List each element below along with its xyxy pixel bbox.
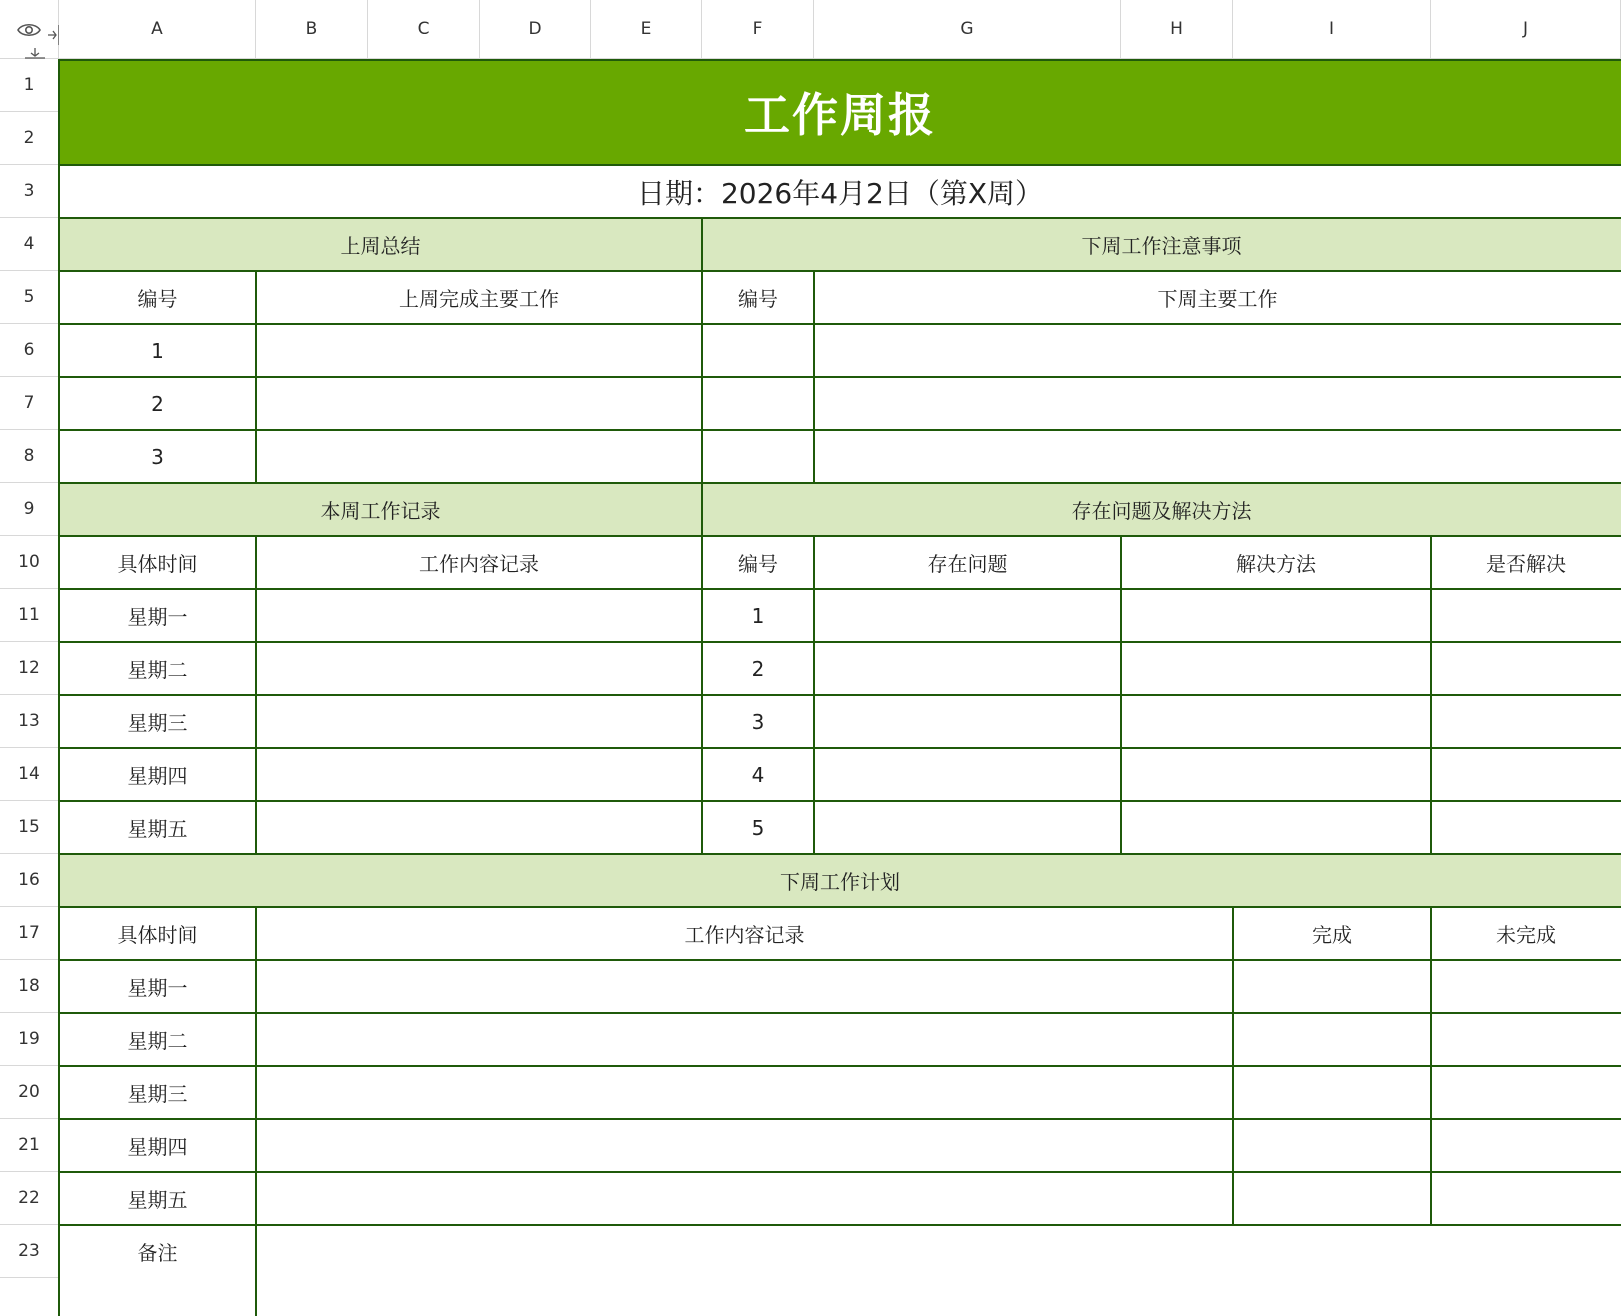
- row-header-20[interactable]: 20: [0, 1066, 59, 1119]
- this-week-content[interactable]: [256, 695, 702, 748]
- next-plan-undone[interactable]: [1431, 1066, 1621, 1119]
- row-header-5[interactable]: 5: [0, 271, 59, 324]
- this-week-content[interactable]: [256, 589, 702, 642]
- this-week-content[interactable]: [256, 748, 702, 801]
- this-week-content[interactable]: [256, 642, 702, 695]
- next-notes-item-work[interactable]: [814, 377, 1621, 430]
- sheet-date[interactable]: 日期：2026年4月2日（第X周）: [59, 165, 1621, 218]
- next-notes-item-no[interactable]: [702, 430, 814, 483]
- remarks-content[interactable]: [256, 1225, 1621, 1278]
- next-plan-time-label[interactable]: 具体时间: [59, 907, 256, 960]
- issue-problem[interactable]: [814, 589, 1121, 642]
- next-plan-day[interactable]: 星期五: [59, 1172, 256, 1225]
- row-header-12[interactable]: 12: [0, 642, 59, 695]
- last-week-item-no[interactable]: 2: [59, 377, 256, 430]
- issue-solution[interactable]: [1121, 748, 1431, 801]
- row-header-22[interactable]: 22: [0, 1172, 59, 1225]
- next-plan-done[interactable]: [1233, 960, 1431, 1013]
- row-header-15[interactable]: 15: [0, 801, 59, 854]
- issue-problem[interactable]: [814, 642, 1121, 695]
- column-header-d[interactable]: D: [480, 0, 591, 59]
- issue-resolved[interactable]: [1431, 801, 1621, 854]
- next-plan-content-label[interactable]: 工作内容记录: [256, 907, 1233, 960]
- issue-no[interactable]: 5: [702, 801, 814, 854]
- column-header-c[interactable]: C: [368, 0, 480, 59]
- section-last-week[interactable]: 上周总结: [59, 218, 702, 271]
- row-header-7[interactable]: 7: [0, 377, 59, 430]
- last-week-item-no[interactable]: 3: [59, 430, 256, 483]
- next-notes-item-work[interactable]: [814, 430, 1621, 483]
- row-header-23[interactable]: 23: [0, 1225, 59, 1278]
- remarks-label[interactable]: 备注: [59, 1225, 256, 1278]
- eye-icon[interactable]: [17, 22, 41, 38]
- next-plan-content[interactable]: [256, 1013, 1233, 1066]
- row-header-1[interactable]: 1: [0, 59, 59, 112]
- issue-resolved[interactable]: [1431, 748, 1621, 801]
- this-week-content-label[interactable]: 工作内容记录: [256, 536, 702, 589]
- row-header-16[interactable]: 16: [0, 854, 59, 907]
- row-header-9[interactable]: 9: [0, 483, 59, 536]
- issues-no-label[interactable]: 编号: [702, 536, 814, 589]
- issue-solution[interactable]: [1121, 801, 1431, 854]
- next-plan-content[interactable]: [256, 1119, 1233, 1172]
- issue-resolved[interactable]: [1431, 642, 1621, 695]
- this-week-day[interactable]: 星期五: [59, 801, 256, 854]
- next-notes-item-work[interactable]: [814, 324, 1621, 377]
- next-plan-done-label[interactable]: 完成: [1233, 907, 1431, 960]
- issue-solution[interactable]: [1121, 642, 1431, 695]
- next-plan-done[interactable]: [1233, 1066, 1431, 1119]
- next-plan-day[interactable]: 星期二: [59, 1013, 256, 1066]
- next-plan-undone[interactable]: [1431, 1172, 1621, 1225]
- issues-problem-label[interactable]: 存在问题: [814, 536, 1121, 589]
- row-header-6[interactable]: 6: [0, 324, 59, 377]
- section-this-week[interactable]: 本周工作记录: [59, 483, 702, 536]
- column-header-j[interactable]: J: [1431, 0, 1621, 59]
- next-plan-content[interactable]: [256, 960, 1233, 1013]
- issue-solution[interactable]: [1121, 589, 1431, 642]
- next-plan-content[interactable]: [256, 1172, 1233, 1225]
- row-header-13[interactable]: 13: [0, 695, 59, 748]
- row-header-21[interactable]: 21: [0, 1119, 59, 1172]
- row-header-8[interactable]: 8: [0, 430, 59, 483]
- next-notes-work-label[interactable]: 下周主要工作: [814, 271, 1621, 324]
- issues-resolved-label[interactable]: 是否解决: [1431, 536, 1621, 589]
- row-header-10[interactable]: 10: [0, 536, 59, 589]
- next-plan-day[interactable]: 星期四: [59, 1119, 256, 1172]
- row-header-3[interactable]: 3: [0, 165, 59, 218]
- next-plan-done[interactable]: [1233, 1172, 1431, 1225]
- next-plan-done[interactable]: [1233, 1119, 1431, 1172]
- column-header-f[interactable]: F: [702, 0, 814, 59]
- issue-problem[interactable]: [814, 801, 1121, 854]
- this-week-day[interactable]: 星期一: [59, 589, 256, 642]
- row-header-2[interactable]: 2: [0, 112, 59, 165]
- select-all-corner[interactable]: [0, 0, 59, 59]
- issue-no[interactable]: 3: [702, 695, 814, 748]
- last-week-item-work[interactable]: [256, 430, 702, 483]
- last-week-work-label[interactable]: 上周完成主要工作: [256, 271, 702, 324]
- this-week-content[interactable]: [256, 801, 702, 854]
- row-header-17[interactable]: 17: [0, 907, 59, 960]
- section-issues[interactable]: 存在问题及解决方法: [702, 483, 1621, 536]
- next-plan-undone[interactable]: [1431, 1013, 1621, 1066]
- column-header-g[interactable]: G: [814, 0, 1121, 59]
- issue-resolved[interactable]: [1431, 589, 1621, 642]
- section-next-plan[interactable]: 下周工作计划: [59, 854, 1621, 907]
- issues-solution-label[interactable]: 解决方法: [1121, 536, 1431, 589]
- row-header-14[interactable]: 14: [0, 748, 59, 801]
- next-plan-undone[interactable]: [1431, 1119, 1621, 1172]
- row-header-19[interactable]: 19: [0, 1013, 59, 1066]
- row-header-18[interactable]: 18: [0, 960, 59, 1013]
- section-next-week-notes[interactable]: 下周工作注意事项: [702, 218, 1621, 271]
- column-header-e[interactable]: E: [591, 0, 702, 59]
- last-week-item-no[interactable]: 1: [59, 324, 256, 377]
- next-plan-undone-label[interactable]: 未完成: [1431, 907, 1621, 960]
- next-plan-done[interactable]: [1233, 1013, 1431, 1066]
- next-notes-no-label[interactable]: 编号: [702, 271, 814, 324]
- issue-no[interactable]: 4: [702, 748, 814, 801]
- last-week-item-work[interactable]: [256, 377, 702, 430]
- row-header-11[interactable]: 11: [0, 589, 59, 642]
- this-week-time-label[interactable]: 具体时间: [59, 536, 256, 589]
- this-week-day[interactable]: 星期四: [59, 748, 256, 801]
- last-week-no-label[interactable]: 编号: [59, 271, 256, 324]
- next-notes-item-no[interactable]: [702, 377, 814, 430]
- row-header-4[interactable]: 4: [0, 218, 59, 271]
- column-header-b[interactable]: B: [256, 0, 368, 59]
- last-week-item-work[interactable]: [256, 324, 702, 377]
- next-plan-content[interactable]: [256, 1066, 1233, 1119]
- column-header-i[interactable]: I: [1233, 0, 1431, 59]
- next-notes-item-no[interactable]: [702, 324, 814, 377]
- issue-no[interactable]: 1: [702, 589, 814, 642]
- next-plan-day[interactable]: 星期一: [59, 960, 256, 1013]
- issue-problem[interactable]: [814, 695, 1121, 748]
- this-week-day[interactable]: 星期三: [59, 695, 256, 748]
- next-plan-day[interactable]: 星期三: [59, 1066, 256, 1119]
- column-header-a[interactable]: A: [59, 0, 256, 59]
- column-header-h[interactable]: H: [1121, 0, 1233, 59]
- this-week-day[interactable]: 星期二: [59, 642, 256, 695]
- issue-solution[interactable]: [1121, 695, 1431, 748]
- next-plan-undone[interactable]: [1431, 960, 1621, 1013]
- issue-problem[interactable]: [814, 748, 1121, 801]
- issue-resolved[interactable]: [1431, 695, 1621, 748]
- issue-no[interactable]: 2: [702, 642, 814, 695]
- sheet-title[interactable]: 工作周报: [59, 59, 1621, 165]
